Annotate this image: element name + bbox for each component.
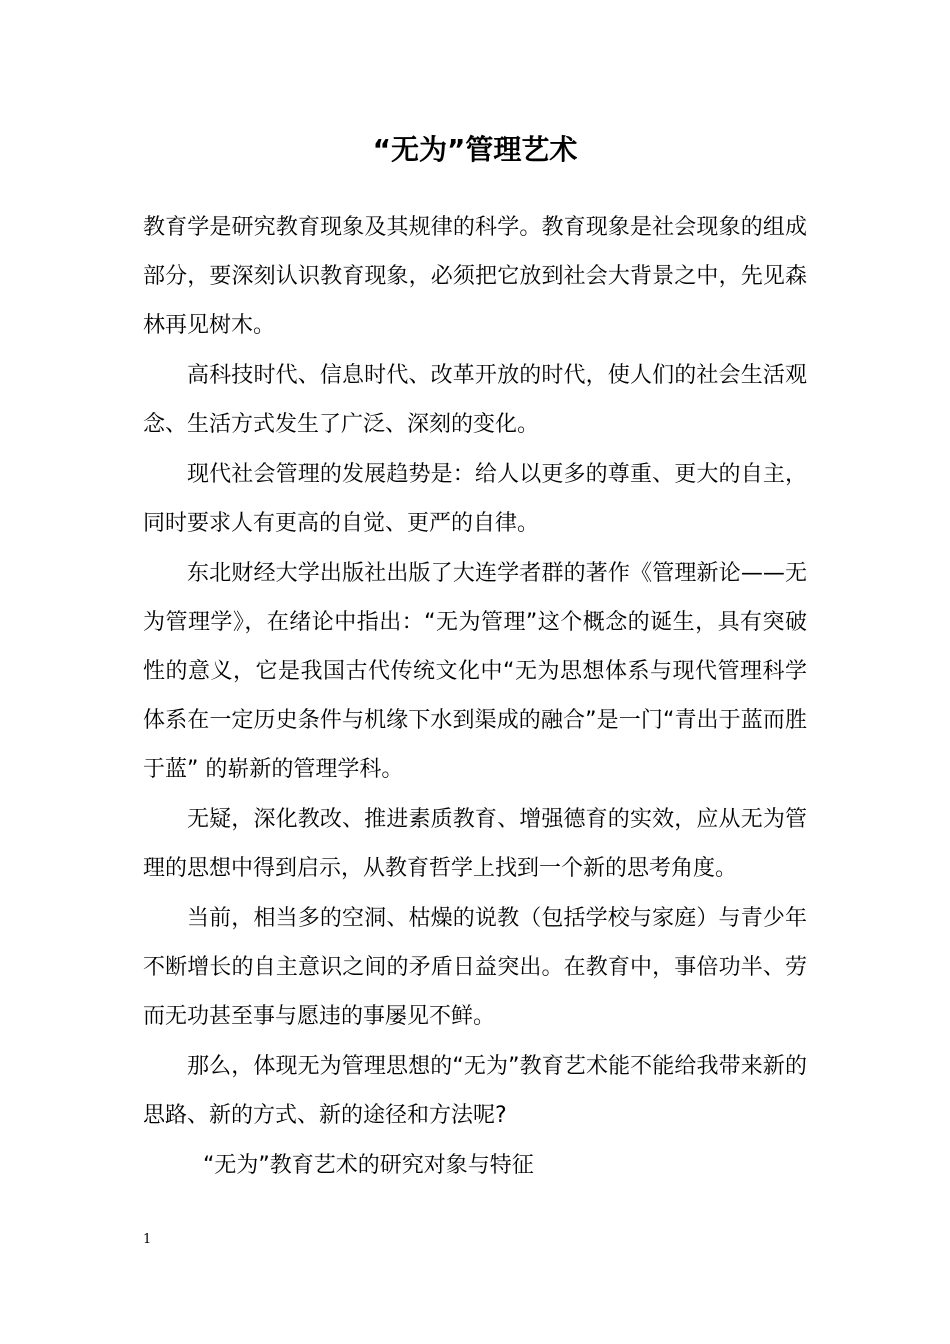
- paragraph-7: 那么，体现无为管理思想的“无为”教育艺术能不能给我带来新的思路、新的方式、新的途径和方法呢?: [143, 1054, 807, 1128]
- paragraph-2: 高科技时代、信息时代、改革开放的时代，使人们的社会生活观念、生活方式发生了广泛、深刻的变化。: [143, 363, 807, 437]
- document-title: “无为”管理艺术: [372, 133, 578, 166]
- paragraph-4: 东北财经大学出版社出版了大连学者群的著作《管理新论——无为管理学》，在绪论中指出：“无为管理”这个概念的诞生，具有突破性的意义，它是我国古代传统文化中“无为思想体系与现代管理科学体系在一定历史条件与机缘下水到渠成的融合”是一门“青出于蓝而胜于蓝” 的崭新的管理学科。: [143, 561, 807, 782]
- paragraph-6: 当前，相当多的空洞、枯燥的说教（包括学校与家庭）与青少年不断增长的自主意识之间的矛盾日益突出。在教育中，事倍功半、劳而无功甚至事与愿违的事屡见不鲜。: [143, 906, 807, 1029]
- paragraph-5: 无疑，深化教改、推进素质教育、增强德育的实效，应从无为管理的思想中得到启示，从教育哲学上找到一个新的思考角度。: [143, 807, 807, 881]
- section-heading: “无为”教育艺术的研究对象与特征: [203, 1153, 534, 1178]
- paragraph-3: 现代社会管理的发展趋势是：给人以更多的尊重、更大的自主，同时要求人有更高的自觉、更严的自律。: [143, 462, 807, 536]
- document-body: [143, 203, 807, 1191]
- paragraph-1: 教育学是研究教育现象及其规律的科学。教育现象是社会现象的组成部分，要深刻认识教育现象，必须把它放到社会大背景之中，先见森林再见树木。: [143, 215, 807, 338]
- page-number: 1: [143, 1232, 152, 1247]
